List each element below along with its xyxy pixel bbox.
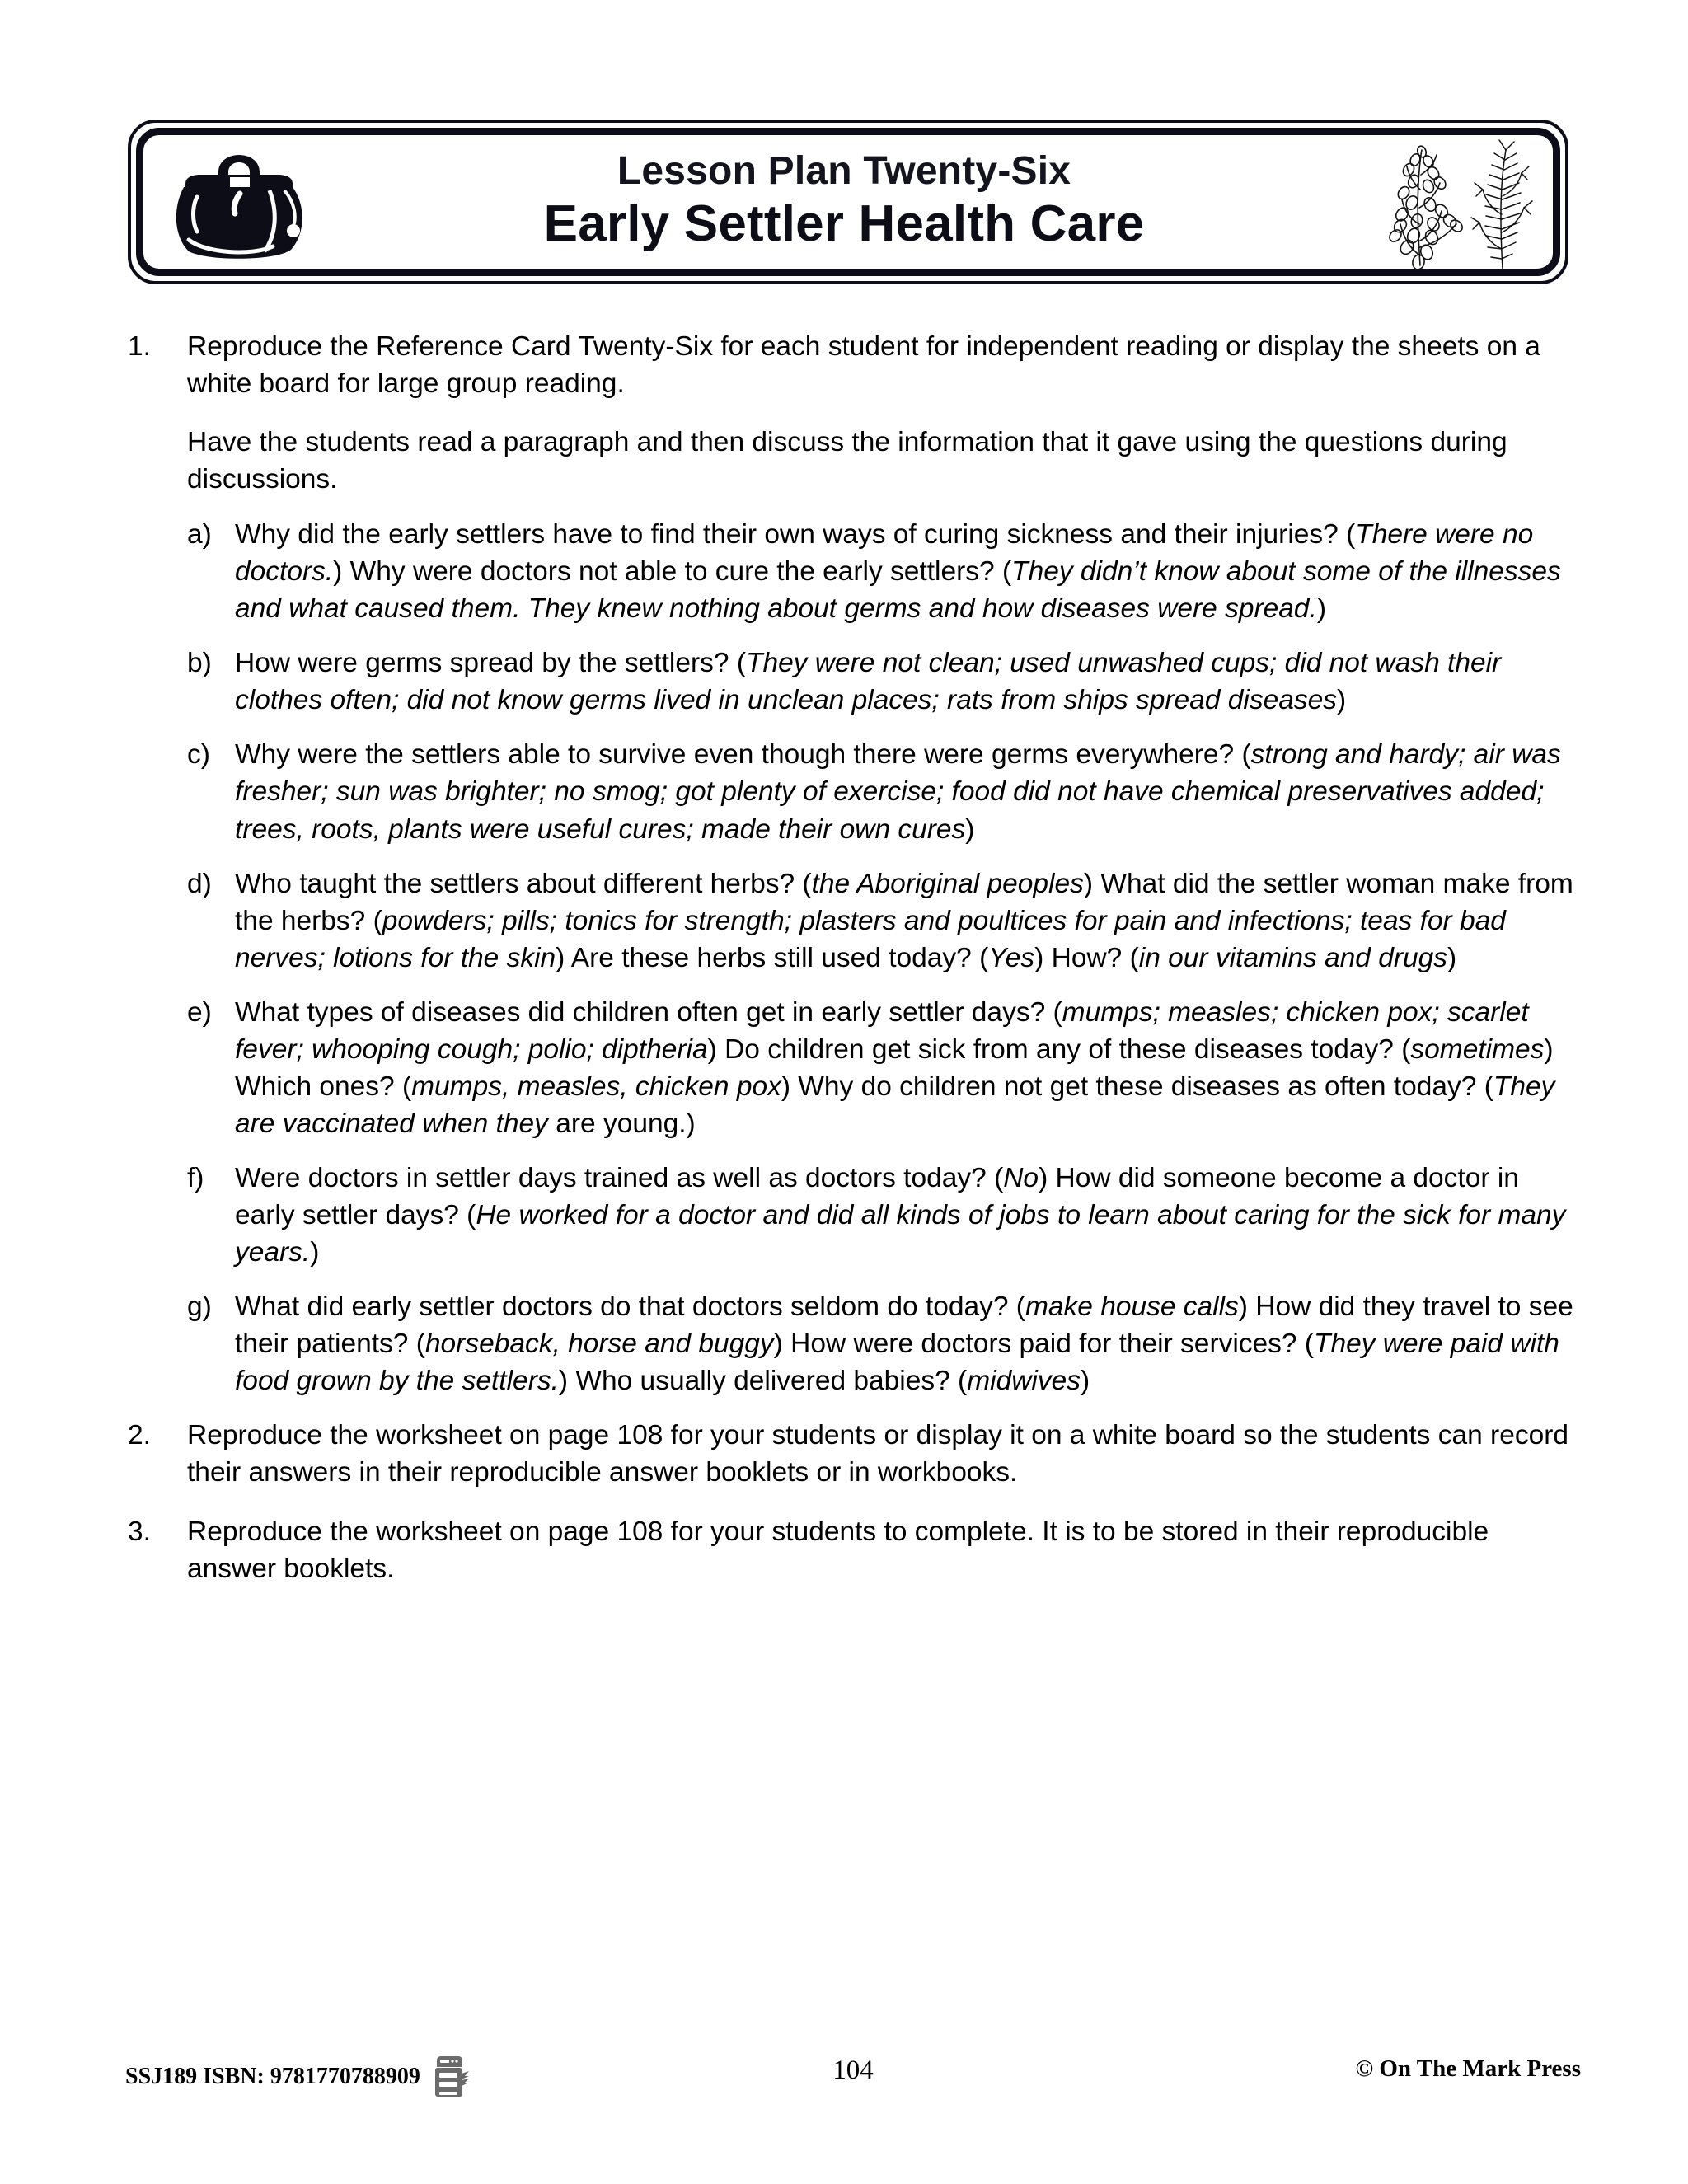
question-item-b (187, 644, 1578, 719)
herb-sprigs-icon (1371, 132, 1544, 272)
question-item-a (187, 516, 1578, 627)
lesson-instructions (128, 328, 1578, 1610)
header-banner (128, 120, 1568, 284)
question-item-d (187, 865, 1578, 977)
doctors-bag-icon (161, 136, 317, 268)
instruction-item-2 (128, 1417, 1578, 1491)
list-marker: 1. (128, 331, 151, 362)
header-content (131, 123, 1565, 281)
closing-instructions (128, 1417, 1578, 1587)
instruction-intro-paragraph: Have the students read a paragraph and then discuss the information that it gave using the questions during discussions. (187, 427, 1507, 495)
page-footer (125, 2050, 1581, 2108)
question-item-g (187, 1288, 1578, 1399)
list-marker: e) (187, 996, 212, 1028)
copyright-notice: © On The Mark Press (1355, 2055, 1581, 2082)
instruction-item-3-text: Reproduce the worksheet on page 108 for your students to complete. It is to be stored in their reproducible answer booklets. (187, 1516, 1489, 1585)
question-item-e (187, 994, 1578, 1142)
question-text: Why did the early settlers have to find their own ways of curing sickness and their injuries? (There were no doctors.) Why were doctors not able to cure the early settlers? (They didn’t know about some of the illnesses and what caused them. They knew nothing about germs and how diseases were spread.) (235, 519, 1561, 625)
instruction-item-1 (128, 328, 1578, 402)
question-text: Why were the settlers able to survive even though there were germs everywhere? (strong and hardy; air was fresher; sun was brighter; no smog; got plenty of exercise; food did not have chemical preservatives added; trees, roots, plants were useful cures; made their own cures) (235, 739, 1561, 845)
page-title: Early Settler Health Care (543, 195, 1145, 253)
question-item-c (187, 736, 1578, 847)
page-number: 104 (832, 2055, 874, 2085)
product-code-isbn: SSJ189 ISBN: 9781770788909 (125, 2064, 420, 2089)
question-text: How were germs spread by the settlers? (They were not clean; used unwashed cups; did not wash their clothes often; did not know germs lived in unclean places; rats from ships spread diseases) (235, 648, 1502, 716)
list-marker: c) (187, 739, 210, 771)
lesson-plan-subtitle: Lesson Plan Twenty-Six (617, 149, 1071, 194)
list-marker: 3. (128, 1516, 151, 1548)
question-item-f (187, 1160, 1578, 1271)
instruction-item-3 (128, 1513, 1578, 1587)
question-text: What types of diseases did children often get in early settler days? (mumps; measles; chicken pox; scarlet fever; whooping cough; polio; diptheria) Do children get sick from any of these diseases today? (sometimes) Which ones? (mumps, measles, chicken pox) Why do children not get these diseases as often today? (They are vaccinated when they are young.) (235, 996, 1555, 1139)
header-title-group (317, 151, 1371, 253)
list-marker: 2. (128, 1420, 151, 1451)
list-marker: b) (187, 648, 212, 679)
question-text: What did early settler doctors do that doctors seldom do today? (make house calls) How did they travel to see their patients? (horseback, horse and buggy) How were doctors paid for their services? (They were paid with food grown by the settlers.) Who usually delivered babies? (midwives) (235, 1291, 1573, 1397)
instruction-item-2-text: Reproduce the worksheet on page 108 for your students or display it on a white board so the students can record their answers in their reproducible answer booklets or in workbooks. (187, 1420, 1569, 1488)
list-marker: d) (187, 868, 212, 899)
question-text: Who taught the settlers about different herbs? (the Aboriginal peoples) What did the settler woman make from the herbs? (powders; pills; tonics for strength; plasters and poultices for pain and infections; teas for bad nerves; lotions for the skin) Are these herbs still used today? (Yes) How? (in our vitamins and drugs) (235, 868, 1573, 973)
list-marker: a) (187, 519, 212, 551)
list-marker: f) (187, 1162, 204, 1193)
question-text: Were doctors in settler days trained as well as doctors today? (No) How did someone become a doctor in early settler days? (He worked for a doctor and did all kinds of jobs to learn about caring for the sick for many years.) (235, 1162, 1566, 1268)
list-marker: g) (187, 1291, 212, 1323)
discussion-questions-list (187, 516, 1578, 1399)
instruction-item-1-text: Reproduce the Reference Card Twenty-Six for each student for independent reading or display the sheets on a white board for large group reading. (187, 331, 1540, 400)
